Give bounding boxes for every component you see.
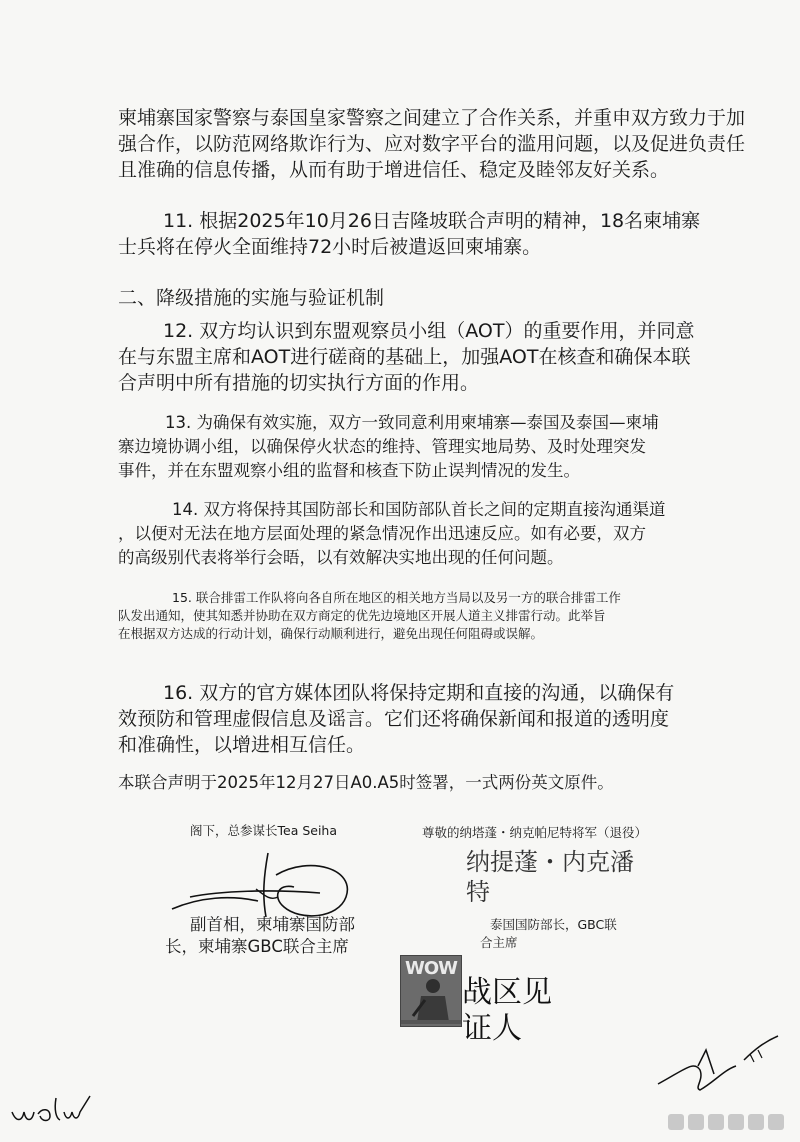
initials-left	[6, 1090, 96, 1130]
signatory-left-title: 阁下，总参谋长Tea Seiha	[190, 823, 338, 838]
intro-line: 柬埔寨国家警察与泰国皇家警察之间建立了合作关系，并重申双方致力于加	[118, 107, 746, 129]
signatory-left-role: 长，柬埔寨GBC联合主席	[165, 937, 349, 956]
signing-statement: 本联合声明于2025年12月27日A0.A5时签署，一式两份英文原件。	[118, 773, 614, 792]
watermark-dot-icon	[668, 1114, 684, 1130]
signatory-right-name: 纳提蓬・内克潘	[466, 848, 634, 876]
witness-label: 战区见	[462, 975, 552, 1010]
witness-photo	[400, 955, 462, 1027]
soldier-image-icon	[401, 956, 461, 1026]
signatory-right-role: 合主席	[480, 935, 518, 950]
watermark-dot-icon	[768, 1114, 784, 1130]
signatory-right-title: 尊敬的纳塔蓬・纳克帕尼特将军（退役）	[422, 825, 648, 840]
item-14-line: ，以便对无法在地方层面处理的紧急情况作出迅速反应。如有必要，双方	[118, 524, 646, 543]
item-12-line: 12. 双方均认识到东盟观察员小组（AOT）的重要作用，并同意	[163, 320, 695, 342]
watermark	[668, 1114, 784, 1130]
item-13-line: 寨边境协调小组，以确保停火状态的维持、管理实地局势、及时处理突发	[118, 437, 646, 456]
item-15-line: 15. 联合排雷工作队将向各自所在地区的相关地方当局以及另一方的联合排雷工作	[172, 590, 621, 605]
item-11-line: 11. 根据2025年10月26日吉隆坡联合声明的精神，18名柬埔寨	[163, 210, 701, 232]
watermark-dot-icon	[708, 1114, 724, 1130]
intro-line: 且准确的信息传播，从而有助于增进信任、稳定及睦邻友好关系。	[118, 159, 670, 181]
initials-right	[654, 1030, 784, 1100]
item-16-line: 16. 双方的官方媒体团队将保持定期和直接的沟通，以确保有	[163, 682, 675, 704]
item-13-line: 13. 为确保有效实施，双方一致同意利用柬埔寨—泰国及泰国—柬埔	[165, 413, 659, 432]
item-12-line: 在与东盟主席和AOT进行磋商的基础上，加强AOT在核查和确保本联	[118, 346, 691, 368]
item-16-line: 和准确性，以增进相互信任。	[118, 734, 366, 756]
signatory-left-role: 副首相，柬埔寨国防部	[190, 915, 355, 934]
item-13-line: 事件，并在东盟观察小组的监督和核查下防止误判情况的发生。	[118, 461, 580, 480]
watermark-dot-icon	[688, 1114, 704, 1130]
section-2-title: 二、降级措施的实施与验证机制	[118, 287, 385, 309]
item-14-line: 的高级别代表将举行会晤，以有效解决实地出现的任何问题。	[118, 548, 564, 567]
witness-photo-text: WOW	[405, 958, 458, 979]
item-12-line: 合声明中所有措施的切实执行方面的作用。	[118, 372, 480, 394]
watermark-dot-icon	[728, 1114, 744, 1130]
item-14-line: 14. 双方将保持其国防部长和国防部队首长之间的定期直接沟通渠道	[172, 500, 666, 519]
item-16-line: 效预防和管理虚假信息及谣言。它们还将确保新闻和报道的透明度	[118, 708, 670, 730]
witness-label: 证人	[462, 1011, 522, 1046]
signatory-right-role: 泰国国防部长，GBC联	[490, 917, 617, 932]
item-15-line: 队发出通知，使其知悉并协助在双方商定的优先边境地区开展人道主义排雷行动。此举旨	[118, 608, 606, 623]
watermark-dot-icon	[748, 1114, 764, 1130]
intro-line: 强合作，以防范网络欺诈行为、应对数字平台的滥用问题，以及促进负责任	[118, 133, 746, 155]
item-11-line: 士兵将在停火全面维持72小时后被遣返回柬埔寨。	[118, 236, 542, 258]
item-15-line: 在根据双方达成的行动计划，确保行动顺利进行，避免出现任何阻碍或误解。	[118, 626, 544, 641]
signatory-right-name: 特	[466, 878, 490, 906]
